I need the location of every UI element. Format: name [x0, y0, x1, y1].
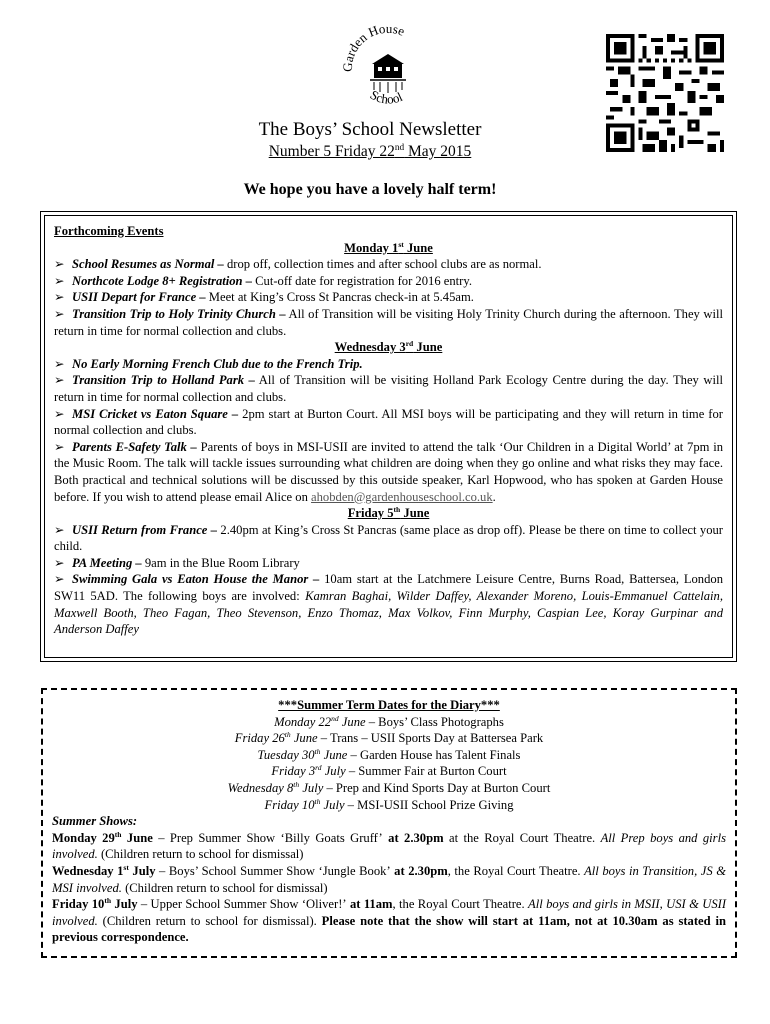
arrow-bullet-icon: ➢ [54, 406, 65, 421]
show-ordinal: th [114, 829, 122, 839]
event-item [54, 555, 723, 572]
diary-date [228, 781, 324, 795]
arrow-bullet-icon: ➢ [54, 373, 65, 388]
date-ordinal: th [293, 779, 300, 789]
diary-event: – Boys’ Class Photographs [365, 714, 504, 729]
diary-event: – MSI-USII School Prize Giving [344, 797, 514, 812]
event-name: Parents E-Safety Talk – [72, 439, 197, 454]
summer-show-item [52, 830, 726, 863]
event-name: Northcote Lodge 8+ Registration – [72, 273, 252, 288]
show-participants: All Prep boys and girls involved. [52, 830, 726, 862]
event-day-heading [54, 339, 723, 356]
diary-date-row [52, 714, 726, 731]
show-title: – Boys’ School Summer Show ‘Jungle Book’ [155, 863, 391, 878]
show-note: (Children return to school for dismissal) [97, 847, 304, 862]
arrow-bullet-icon: ➢ [54, 273, 65, 288]
date-month: June [338, 714, 366, 729]
date-month: June [290, 731, 318, 746]
event-name: Transition Trip to Holland Park – [72, 373, 255, 388]
diary-date-row [52, 747, 726, 764]
summer-show-item [52, 863, 726, 896]
date-month: July [299, 780, 324, 795]
school-logo [338, 20, 438, 108]
event-text: 10am start at the Latchmere Leisure Centre, Burns Road, Battersea, London SW11 5AD. The following boys are involved: [54, 572, 723, 604]
arrow-bullet-icon: ➢ [54, 356, 65, 371]
email-link[interactable]: ahobden@gardenhouseschool.co.uk [311, 489, 493, 504]
logo-text-bottom: School [367, 86, 405, 107]
show-time: at 11am [346, 897, 393, 912]
date-ordinal: nd [331, 713, 339, 723]
diary-box [41, 688, 737, 958]
show-time: at 2.30pm [382, 830, 444, 845]
newsletter-subtitle: Number 5 Friday 22nd May 2015 [268, 142, 472, 160]
show-venue: , the Royal Court Theatre. [447, 863, 585, 878]
show-note: (Children return to school for dismissal) [121, 880, 328, 895]
swimmers-list: Kamran Baghai, Wilder Daffey, Alexander Moreno, Louis-Emmanuel Cattelain, Maxwell Booth, Theo Fagan, Theo Stevenson, Enzo Thomaz, Max Volkov, Finn Murphy, Caspian Lee, Koray Gurpinar and Anderson Daffey [54, 589, 723, 637]
event-text: 2pm start at Burton Court. All MSI boys will be participating and they will return in time for normal collection and clubs. [54, 406, 723, 438]
event-text: Parents of boys in MSI-USII are invited to attend the talk ‘Our Children in a Digital World’ at 7pm in the Music Room. The talk will tackle issues surrounding what children are doing when they go online and what risks they may face. Both practical and technical solutions will be discussed by this outside speaker, Karl Hopwood, who has spoken at Garden House before. If you wish to attend please email Alice on [54, 439, 723, 504]
event-item [54, 522, 723, 555]
show-date [52, 897, 138, 911]
diary-event: – Garden House has Talent Finals [347, 747, 521, 762]
date-ordinal: th [314, 746, 321, 756]
diary-date [265, 798, 345, 812]
diary-date-row [52, 763, 726, 780]
event-item [54, 372, 723, 405]
diary-date [274, 715, 365, 729]
event-name: Swimming Gala vs Eaton House the Manor – [72, 572, 320, 587]
summer-shows-heading: Summer Shows: [52, 814, 138, 829]
event-item [54, 571, 723, 637]
event-day-heading [54, 505, 723, 522]
diary-date-row [52, 780, 726, 797]
day-month: June [400, 506, 430, 521]
day-ordinal: th [393, 504, 401, 514]
date-day: Friday 10 [264, 797, 315, 812]
diary-date [235, 731, 318, 745]
event-item [54, 306, 723, 339]
logo-text-top: Garden House [339, 20, 407, 73]
show-month: July [128, 863, 156, 878]
arrow-bullet-icon: ➢ [54, 522, 65, 537]
event-name: USII Return from France – [72, 522, 218, 537]
show-important-note: Please note that the show will start at 11am, not at 10.30am as stated in previous correspondence. [52, 913, 726, 945]
events-heading: Forthcoming Events [54, 224, 164, 238]
event-name: Transition Trip to Holy Trinity Church – [72, 306, 286, 321]
event-item [54, 273, 723, 290]
event-text: All of Transition will be visiting Holland Park Ecology Centre during the day. They will return in time for normal collection and clubs. [54, 373, 723, 404]
day-ordinal: st [398, 239, 404, 249]
show-day: Wednesday 1 [52, 863, 124, 878]
show-month: July [111, 897, 138, 912]
day-month: June [413, 340, 443, 355]
date-day: Wednesday 8 [227, 780, 294, 795]
show-participants: All boys and girls in MSII, USI & USII involved. [52, 897, 727, 928]
day-label: Wednesday 3 [334, 340, 406, 355]
date-month: July [320, 797, 345, 812]
event-name: School Resumes as Normal – [72, 257, 224, 272]
show-date [52, 831, 153, 845]
day-ordinal: rd [405, 338, 414, 348]
show-day: Friday 10 [52, 897, 105, 912]
show-title: – Upper School Summer Show ‘Oliver!’ [137, 897, 347, 912]
event-item [54, 406, 723, 439]
svg-text:School [368, 87, 405, 107]
date-month: June [320, 747, 348, 762]
show-venue: , the Royal Court Theatre. [392, 897, 529, 912]
show-ordinal: st [123, 862, 129, 872]
show-month: June [121, 830, 153, 845]
day-month: June [403, 240, 433, 255]
date-day: Monday 22 [274, 714, 332, 729]
day-label: Monday 1 [344, 240, 399, 255]
event-item [54, 256, 723, 273]
diary-event: – Prep and Kind Sports Day at Burton Court [323, 780, 551, 795]
diary-event: – Trans – USII Sports Day at Battersea Park [317, 731, 544, 746]
event-name: USII Depart for France – [72, 290, 206, 305]
diary-date-row [52, 797, 726, 814]
event-item [54, 356, 723, 373]
event-text: Meet at King’s Cross St Pancras check-in at 5.45am. [205, 290, 474, 305]
date-day: Friday 3 [271, 764, 316, 779]
date-day: Friday 26 [234, 731, 285, 746]
arrow-bullet-icon: ➢ [54, 290, 65, 305]
event-item [54, 439, 723, 505]
event-text: Cut-off date for registration for 2016 entry. [252, 273, 472, 288]
show-date [52, 864, 156, 878]
date-ordinal: th [284, 730, 291, 739]
event-text: All of Transition will be visiting Holy Trinity Church during the afternoon. They will return in time for normal collection and clubs. [54, 306, 723, 338]
day-label: Friday 5 [347, 506, 394, 521]
event-text: 9am in the Blue Room Library [141, 555, 300, 570]
show-day: Monday 29 [52, 830, 115, 845]
greeting: We hope you have a lovely half term! [243, 181, 497, 198]
date-month: July [321, 764, 346, 779]
diary-heading: ***Summer Term Dates for the Diary*** [278, 698, 500, 712]
arrow-bullet-icon: ➢ [54, 306, 65, 321]
show-venue: at the Royal Court Theatre. [443, 830, 601, 845]
date-ordinal: th [314, 796, 321, 806]
arrow-bullet-icon: ➢ [54, 555, 65, 570]
event-text: 2.40pm at King’s Cross St Pancras (same place as drop off). Please be there on time to collect your child. [54, 522, 723, 554]
arrow-bullet-icon: ➢ [54, 257, 65, 272]
arrow-bullet-icon: ➢ [54, 439, 65, 454]
event-item [54, 289, 723, 306]
date-ordinal: rd [315, 763, 322, 773]
diary-date [258, 748, 348, 762]
show-note: (Children return to school for dismissal). [97, 913, 322, 928]
event-name: PA Meeting – [72, 555, 142, 570]
event-text-after: . [492, 489, 496, 504]
summer-show-item [52, 896, 726, 946]
show-time: at 2.30pm [390, 863, 448, 878]
show-participants: All boys in Transition, JS & MSI involved. [52, 863, 726, 895]
event-name: MSI Cricket vs Eaton Square – [72, 406, 239, 421]
forthcoming-events-box [40, 211, 737, 662]
event-text: drop off, collection times and after school clubs are as normal. [223, 257, 542, 272]
show-title: – Prep Summer Show ‘Billy Goats Gruff’ [152, 830, 383, 845]
event-name: No Early Morning French Club due to the French Trip. [72, 356, 363, 371]
show-ordinal: th [104, 895, 112, 905]
diary-event: – Summer Fair at Burton Court [345, 764, 507, 779]
newsletter-title: The Boys’ School Newsletter [258, 119, 482, 140]
event-day-heading [54, 240, 723, 257]
diary-date [271, 764, 345, 778]
date-day: Tuesday 30 [257, 747, 315, 762]
arrow-bullet-icon: ➢ [54, 572, 65, 587]
diary-date-row [52, 730, 726, 747]
